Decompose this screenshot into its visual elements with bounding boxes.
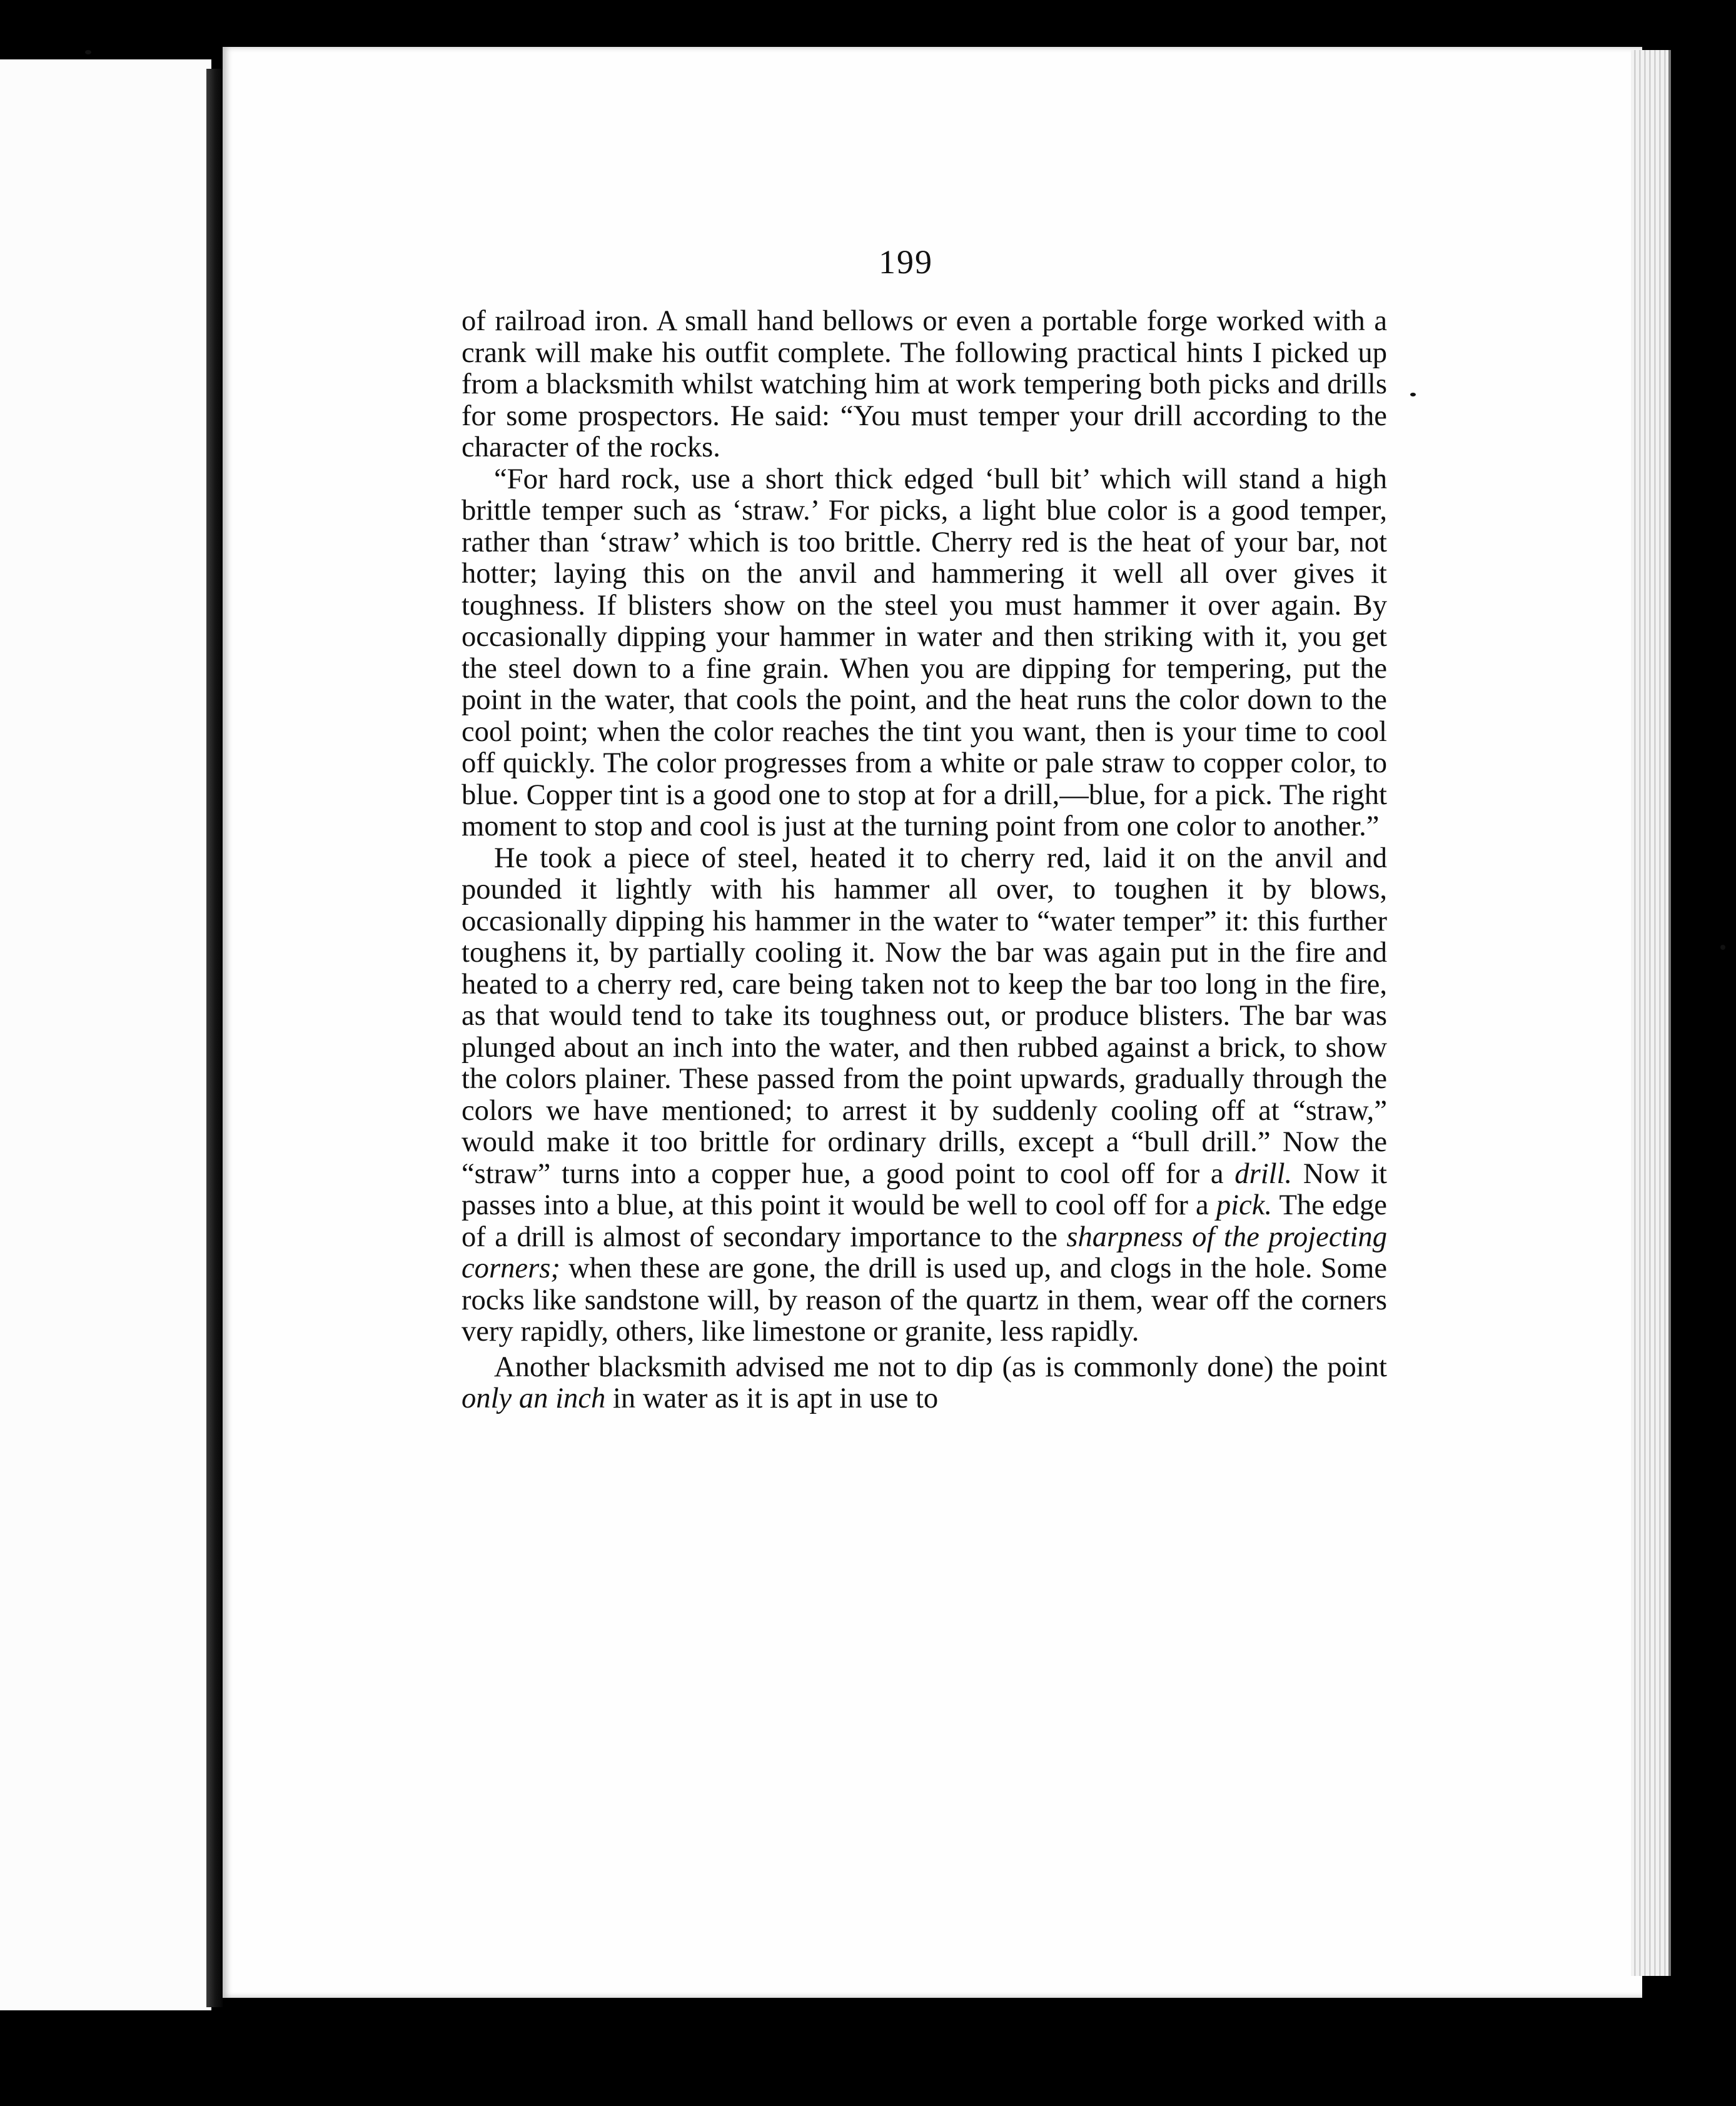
paragraph-4-text-2: in water as it is apt in use to — [605, 1382, 939, 1414]
paragraph-3-text-2: Now it passes into a blue, at this point it would be well to cool off for a — [462, 1157, 1388, 1221]
paragraph-3-text-3: The edge of a drill is almost of secondary importance to the — [462, 1189, 1387, 1253]
paragraph-2-text: “For hard rock, use a short thick edged ‘bull bit’ which will stand a high brittle temper such as ‘straw.’ For picks, a light blue color is a good temper, rather than ‘straw’ which is too brittle. Cherry red is the heat of your bar, not hotter; laying this on the anvil and hammering it well all over gives it toughness. If blisters show on the steel you must hammer it over again. By occasionally dipping your hammer in water and then striking with it, you get the steel down to a fine grain. When you are dipping for tempering, put the point in the water, that cools the point, and the heat runs the color down to the cool point; when the color reaches the tint you want, then is your time to cool off quickly. The color progresses from a white or pale straw to copper color, to blue. Copper tint is a good one to stop at for a drill,—blue, for a pick. The right moment to stop and cool is just at the turning point from one color to another.” — [462, 462, 1387, 842]
emphasis-only-an-inch: only an inch — [462, 1382, 606, 1414]
paragraph-2 — [462, 463, 1387, 842]
scan-speck — [1410, 393, 1416, 396]
book-gutter — [206, 69, 223, 2007]
scan-speck — [1720, 945, 1725, 950]
paragraph-4 — [462, 1351, 1387, 1414]
left-facing-page — [0, 59, 211, 2010]
paragraph-1-text: of railroad iron. A small hand bellows or even a portable forge worked with a crank will make his outfit complete. The following practical hints I picked up from a blacksmith whilst watching him at work tempering both picks and drills for some prospectors. He said: “You must temper your drill according to the character of the rocks. — [462, 305, 1387, 463]
emphasis-drill: drill. — [1234, 1157, 1293, 1190]
paragraph-1 — [462, 305, 1387, 463]
paragraph-3 — [462, 842, 1387, 1348]
emphasis-sharpness: sharpness of the projecting corners; — [462, 1220, 1388, 1284]
emphasis-pick: pick. — [1216, 1189, 1273, 1221]
page-edges — [1631, 50, 1671, 1976]
body-text — [462, 305, 1387, 1414]
paragraph-3-text-4: when these are gone, the drill is used up, and clogs in the hole. Some rocks like sandstone will, by reason of the quartz in them, wear off the corners very rapidly, others, like limestone or granite, less rapidly. — [462, 1252, 1387, 1348]
paragraph-3-text-1: He took a piece of steel, heated it to cherry red, laid it on the anvil and pounded it lightly with his hammer all over, to toughen it by blows, occasionally dipping his hammer in the water to “water temper” it: this further toughens it, by partially cooling it. Now the bar was again put in the fire and heated to a cherry red, care being taken not to keep the bar too long in the fire, as that would tend to take its toughness out, or produce blisters. The bar was plunged about an inch into the water, and then rubbed against a brick, to show the colors plainer. These passed from the point upwards, gradually through the colors we have mentioned; to arrest it by suddenly cooling off at “straw,” would make it too brittle for ordinary drills, except a “bull drill.” Now the “straw” turns into a copper hue, a good point to cool off for a — [462, 841, 1387, 1190]
page-number: 199 — [879, 243, 933, 281]
scan-speck — [85, 50, 91, 54]
paragraph-4-text-1: Another blacksmith advised me not to dip (as is commonly done) the point — [494, 1350, 1387, 1383]
